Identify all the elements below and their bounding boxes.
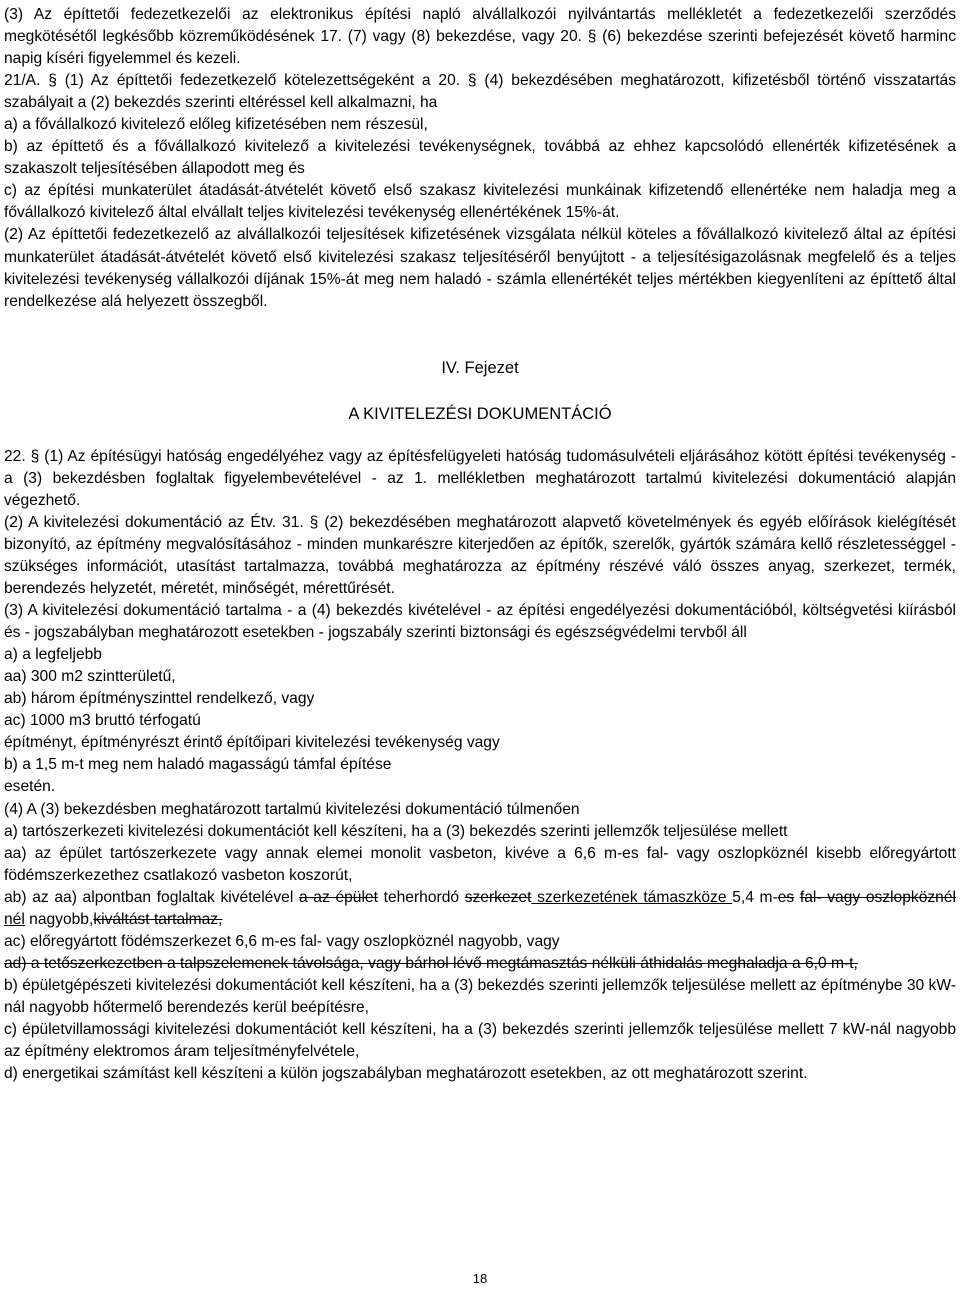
list-item: aa) az épület tartószerkezete vagy annak elemei monolit vasbeton, kivéve a 6,6 m-es fal- vagy oszlopköznél kisebb előregyártott födémszerkezethez csatlakozó vasbeton koszorút, bbox=[4, 844, 956, 884]
list-item: aa) 300 m2 szintterületű, bbox=[4, 668, 176, 686]
paragraph: (3) A kivitelezési dokumentáció tartalma - a (4) bekezdés kivételével - az építési engedélyezési dokumentációból, költségvetési kiírásból és - jogszabályban meghatározott esetekben - jogszabály szerinti biztonsági és egészségvédelmi tervből áll bbox=[4, 602, 956, 642]
inserted-text: nél bbox=[4, 910, 25, 928]
paragraph: (4) A (3) bekezdésben meghatározott tartalmú kivitelezési dokumentáció túlmenően bbox=[4, 800, 580, 818]
paragraph: (2) Az építtetői fedezetkezelő az alvállalkozói teljesítések kifizetésének vizsgálata nélkül köteles a fővállalkozó kivitelező által az építési munkaterület átadását-átvételét követő első kivitelezési szakasz teljesítéséről benyújtott - a teljesítésigazolásnak megfelelő és a teljes kivitelezési tevékenység vállalkozói díjának 15%-át meg nem haladó - számla ellenértékét teljes mértékben kiegyenlíteni az építtető által rendelkezése alá helyezett összegből. bbox=[4, 226, 956, 310]
list-item: b) a 1,5 m-t meg nem haladó magasságú támfal építése bbox=[4, 756, 392, 774]
list-item: a) a legfeljebb bbox=[4, 646, 102, 664]
list-item: ac) 1000 m3 bruttó térfogatú bbox=[4, 712, 201, 730]
deleted-text: es bbox=[777, 888, 795, 906]
list-item: c) épületvillamossági kivitelezési dokumentációt kell készíteni, ha a (3) bekezdés szerinti jellemzők teljesülése mellett 7 kW-nál nagyobb az építmény elektromos áram teljesítményfelvétele, bbox=[4, 1020, 956, 1061]
paragraph: építményt, építményrészt érintő építőipari kivitelezési tevékenység vagy bbox=[4, 734, 500, 752]
spacer bbox=[4, 425, 956, 446]
deleted-text: kiváltást tartalmaz, bbox=[93, 910, 223, 928]
list-item: ac) előregyártott födémszerkezet 6,6 m-es fal- vagy oszlopköznél nagyobb, vagy bbox=[4, 932, 560, 950]
deleted-list-item: ad) a tetőszerkezetben a talpszelemenek távolsága, vagy bárhol lévő megtámasztás nélküli áthidalás meghaladja a 6,0 m-t, bbox=[4, 954, 858, 972]
list-item: b) épületgépészeti kivitelezési dokumentációt kell készíteni, ha a (3) bekezdés szerinti jellemzők teljesülése mellett az építménybe 30 kW-nál nagyobb hőtermelő berendezés kerül beépítésre, bbox=[4, 976, 956, 1016]
paragraph: (2) A kivitelezési dokumentáció az Étv. 31. § (2) bekezdésében meghatározott alapvető követelmények és egyéb előírások kielégítését bizonyító, az építmény megvalósításához - minden munkarészre kiterjedően az építők, szerelők, gyártók számára kellő részletességgel - szükséges információt, utasítást tartalmazza, továbbá meghatározza az építmény részévé váló összes anyag, szerkezet, termék, berendezés helyzetét, méretét, minőségét, mérettűrését. bbox=[4, 513, 956, 598]
paragraph: c) az építési munkaterület átadását-átvételét követő első szakasz kivitelezési munkáinak kifizetendő ellenértéke nem haladja meg a fővállalkozó kivitelező által elvállalt teljes kivitelezési tevékenység ellenértékének 15%-át. bbox=[4, 182, 956, 222]
document-page bbox=[4, 4, 956, 1085]
chapter-title: A KIVITELEZÉSI DOKUMENTÁCIÓ bbox=[348, 404, 612, 423]
text-run: 5,4 m- bbox=[732, 888, 778, 906]
deleted-text: szerkezet bbox=[464, 888, 532, 906]
paragraph: a) a fővállalkozó kivitelező előleg kifizetésében nem részesül, bbox=[4, 116, 428, 134]
paragraph: b) az építtető és a fővállalkozó kivitelező a kivitelezési tevékenységnek, továbbá az ehhez kapcsolódó ellenérték kifizetésének a szakaszolt teljesítésében állapodott meg és bbox=[4, 138, 956, 178]
deleted-text: a az épület bbox=[298, 888, 378, 906]
text-run: nagyobb, bbox=[24, 910, 94, 928]
list-item-amended bbox=[4, 887, 956, 931]
paragraph: 22. § (1) Az építésügyi hatóság engedélyéhez vagy az építésfelügyeleti hatóság tudomásulvételi eljárásához kötött építési tevékenység - a (3) bekezdésben foglaltak figyelembevételével - az 1. mellékletben meghatározott tartalmú kivitelezési dokumentáció alapján végezhető. bbox=[4, 447, 956, 509]
list-item: d) energetikai számítást kell készíteni a külön jogszabályban meghatározott esetekben, az ott meghatározott szerint. bbox=[4, 1065, 808, 1083]
inserted-text: szerkezetének támaszköze bbox=[531, 888, 733, 906]
paragraph: 21/A. § (1) Az építtetői fedezetkezelő kötelezettségeként a 20. § (4) bekezdésében meghatározott, kifizetésből történő visszatartás szabályait a (2) bekezdés szerinti eltéréssel kell alkalmazni, ha bbox=[4, 72, 956, 112]
list-item: ab) három építményszinttel rendelkező, vagy bbox=[4, 690, 315, 708]
text-run: teherhordó bbox=[377, 888, 465, 906]
chapter-number: IV. Fejezet bbox=[441, 358, 519, 377]
deleted-text: fal- vagy oszlopköznél bbox=[799, 888, 956, 906]
spacer bbox=[4, 313, 956, 357]
text-run: ab) az aa) alpontban foglaltak kivételével bbox=[4, 888, 299, 906]
page-number: 18 bbox=[472, 1271, 488, 1286]
list-item: a) tartószerkezeti kivitelezési dokumentációt kell készíteni, ha a (3) bekezdés szerinti jellemzők teljesülése mellett bbox=[4, 822, 788, 840]
paragraph: (3) Az építtetői fedezetkezelői az elektronikus építési napló alvállalkozói nyilvántartás mellékletét a fedezetkezelői szerződés megkötésétől legkésőbb közreműködésének 17. (7) vagy (8) bekezdése, vagy 20. § (6) bekezdése szerinti befejezését követő harminc napig kíséri figyelemmel és kezeli. bbox=[4, 6, 956, 68]
paragraph: esetén. bbox=[4, 778, 56, 796]
